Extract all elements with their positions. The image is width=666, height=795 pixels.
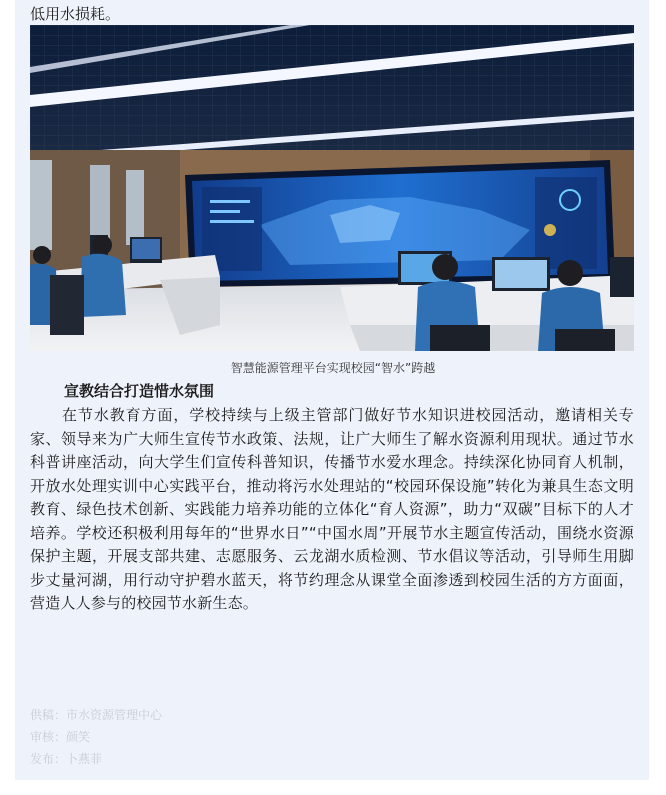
section-heading: 宣教结合打造惜水氛围 <box>64 382 215 400</box>
photo-caption: 智慧能源管理平台实现校园“智水”跨越 <box>230 361 436 375</box>
credit-publisher: 发布：卜燕菲 <box>30 752 103 766</box>
credit-source: 供稿：市水资源管理中心 <box>30 708 163 722</box>
article-paragraph: 在节水教育方面，学校持续与上级主管部门做好节水知识进校园活动，邀请相关专家、领导来为广大师生宣传节水政策、法规，让广大师生了解水资源利用现状。通过节水科普讲座活动，向大学生们宣传科普知识，传播节水爱水理念。持续深化协同育人机制，开放水处理实训中心实践平台，推动将污水处理站的“校园环保设施”转化为兼具生态文明教育、绿色技术创新、实践能力培养功能的立体化“育人资源”，助力“双碳”目标下的人才培养。学校还积极利用每年的“世界水日”“中国水周”开展节水主题宣传活动，围绕水资源保护主题，开展支部共建、志愿服务、云龙湖水质检测、节水倡议等活动，引导师生用脚步丈量河湖，用行动守护碧水蓝天，将节约理念从课堂全面渗透到校园生活的方方面面，营造人人参与的校园节水新生态。 <box>30 406 634 612</box>
credits <box>30 704 162 770</box>
lead-text: 低用水损耗。 <box>30 5 121 23</box>
article-photo <box>30 25 634 351</box>
credit-reviewer: 审核：颜笑 <box>30 730 91 744</box>
